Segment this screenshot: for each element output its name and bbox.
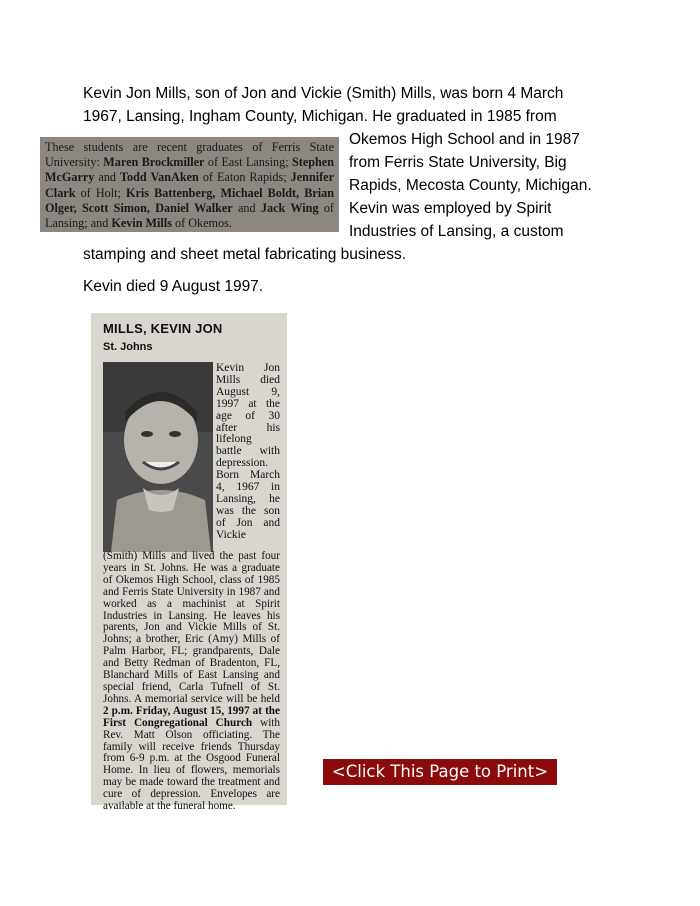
- bio-line-2: 1967, Lansing, Ingham County, Michigan. He graduated in 1985 from: [83, 108, 557, 125]
- portrait-photo: [103, 362, 213, 552]
- obituary-body: [103, 551, 280, 813]
- clip-text: of Okemos.: [171, 216, 232, 231]
- clip-text: and: [94, 170, 121, 185]
- clip-text: of Holt;: [75, 185, 127, 200]
- portrait-icon: [103, 362, 213, 552]
- clip-text: of Lansing; and: [45, 200, 334, 231]
- clip-text: and: [232, 200, 261, 215]
- obituary-heading: MILLS, KEVIN JON: [103, 321, 223, 336]
- clip-text: of East Lansing;: [204, 155, 292, 170]
- bio-line-6: Kevin was employed by Spirit: [349, 200, 552, 217]
- bio-line-5: Rapids, Mecosta County, Michigan.: [349, 177, 592, 194]
- clip-name: Kevin Mills: [111, 216, 172, 231]
- clip-text: of Eaton Rapids;: [198, 170, 291, 185]
- obituary-body-text: (Smith) Mills and lived the past four years in St. Johns. He was a graduate of Okemos High School, class of 1985 and Ferris State University in 1987 and worked as a machinist at Spirit Industries in Lansing. He leaves his parents, Jon and Vickie Mills of St. Johns; a brother, Eric (Amy) Mills of Palm Harbor, FL; grandparents, Dale and Betty Redman of Bradenton, FL, Blanchard Mills of East Lansing and special friend, Carla Tufnell of St. Johns. A memorial service will be held: [103, 550, 280, 705]
- bio-line-1: Kevin Jon Mills, son of Jon and Vickie (Smith) Mills, was born 4 March: [83, 85, 564, 102]
- bio-line-4: from Ferris State University, Big: [349, 154, 567, 171]
- bio-line-8: stamping and sheet metal fabricating business.: [83, 246, 407, 263]
- clip-name: Kris Battenberg, Michael Boldt, Brian Olger, Scott Simon, Daniel Walker: [45, 185, 334, 215]
- graduates-newspaper-clipping: [40, 137, 339, 232]
- obituary-side-text: Kevin Jon Mills died August 9, 1997 at the age of 30 after his lifelong battle with depression. Born March 4, 1967 in Lansing, he was the son of Jon and Vickie: [216, 362, 280, 541]
- death-statement: Kevin died 9 August 1997.: [83, 278, 264, 295]
- clip-name: Todd VanAken: [120, 170, 199, 185]
- obituary-location: St. Johns: [103, 341, 153, 353]
- clip-name: Stephen McGarry: [45, 155, 334, 185]
- clip-name: Jack Wing: [260, 200, 319, 215]
- obituary-body-text-2: with Rev. Matt Olson officiating. The family will receive friends Thursday from 6-9 p.m. at the Osgood Funeral Home. In lieu of flowers, memorials may be made toward the treatment and cure of depression. Envelopes are available at the funeral home.: [103, 716, 281, 813]
- print-page-button[interactable]: <Click This Page to Print>: [323, 759, 557, 785]
- bio-line-7: Industries of Lansing, a custom: [349, 223, 564, 240]
- obituary-newspaper-clipping: [91, 313, 287, 813]
- clip-name: Maren Brockmiller: [103, 155, 205, 170]
- memorial-service-details: 2 p.m. Friday, August 15, 1997 at the First Congregational Church: [103, 704, 280, 729]
- bio-line-3: Okemos High School and in 1987: [349, 131, 580, 148]
- clip-name: Jennifer Clark: [45, 170, 334, 200]
- clip-text: These students are recent graduates of Ferris State University:: [45, 140, 334, 170]
